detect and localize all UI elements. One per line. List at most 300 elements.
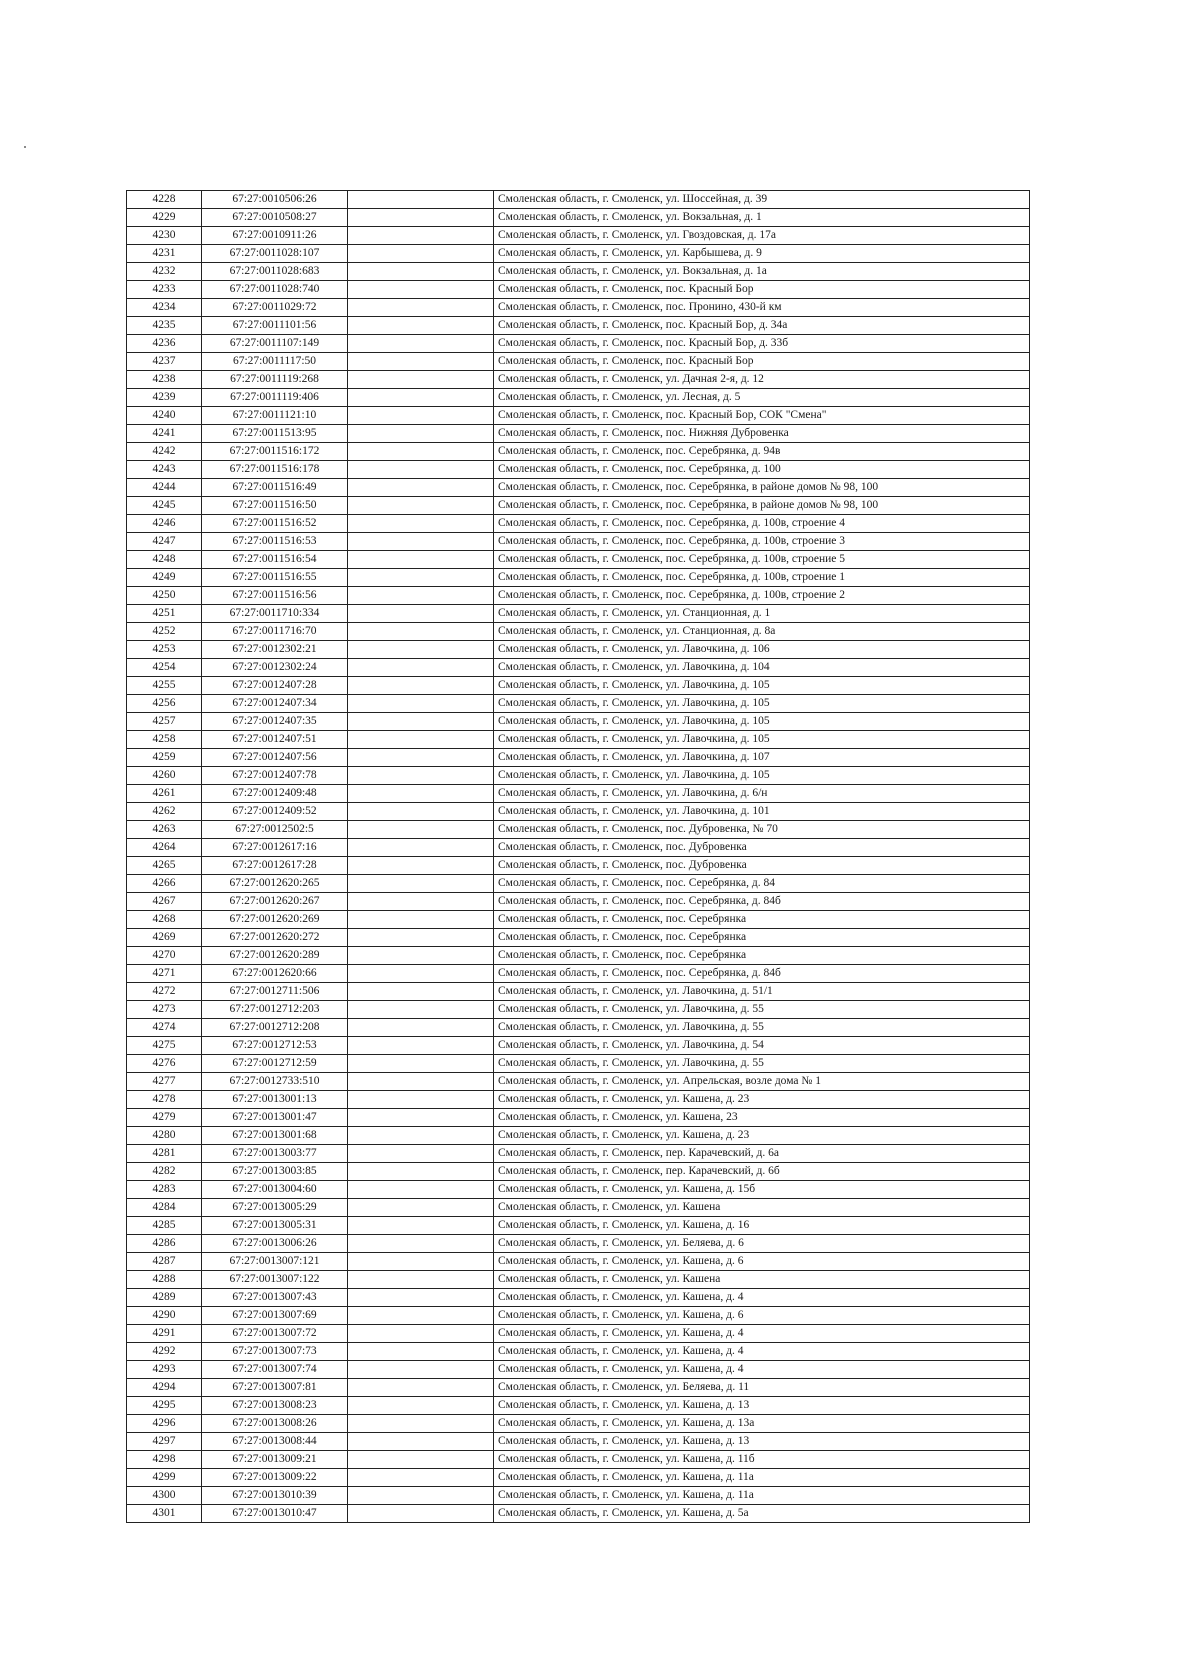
cadastral-number: 67:27:0013007:73: [202, 1343, 348, 1361]
table-row: [127, 1037, 1030, 1055]
cadastral-number: 67:27:0011716:70: [202, 623, 348, 641]
table-row: [127, 911, 1030, 929]
blank-cell: [348, 1163, 494, 1181]
table-row: [127, 1181, 1030, 1199]
cadastral-number: 67:27:0012407:56: [202, 749, 348, 767]
cadastral-number: 67:27:0012302:24: [202, 659, 348, 677]
row-number: 4260: [127, 767, 202, 785]
address: Смоленская область, г. Смоленск, пос. Пронино, 430-й км: [494, 299, 1030, 317]
address: Смоленская область, г. Смоленск, ул. Лавочкина, д. 51/1: [494, 983, 1030, 1001]
blank-cell: [348, 875, 494, 893]
cadastral-number: 67:27:0011513:95: [202, 425, 348, 443]
row-number: 4281: [127, 1145, 202, 1163]
table-row: [127, 1127, 1030, 1145]
blank-cell: [348, 1397, 494, 1415]
table-row: [127, 1379, 1030, 1397]
row-number: 4252: [127, 623, 202, 641]
blank-cell: [348, 245, 494, 263]
address: Смоленская область, г. Смоленск, ул. Лавочкина, д. 6/н: [494, 785, 1030, 803]
address: Смоленская область, г. Смоленск, ул. Кашена, д. 5а: [494, 1505, 1030, 1523]
cadastral-number: 67:27:0012407:51: [202, 731, 348, 749]
registry-table-body: [127, 191, 1030, 1523]
row-number: 4277: [127, 1073, 202, 1091]
blank-cell: [348, 389, 494, 407]
cadastral-number: 67:27:0013006:26: [202, 1235, 348, 1253]
cadastral-number: 67:27:0011516:53: [202, 533, 348, 551]
blank-cell: [348, 317, 494, 335]
row-number: 4300: [127, 1487, 202, 1505]
table-row: [127, 677, 1030, 695]
row-number: 4282: [127, 1163, 202, 1181]
address: Смоленская область, г. Смоленск, ул. Вокзальная, д. 1: [494, 209, 1030, 227]
blank-cell: [348, 227, 494, 245]
table-row: [127, 1235, 1030, 1253]
address: Смоленская область, г. Смоленск, ул. Кашена: [494, 1271, 1030, 1289]
cadastral-number: 67:27:0011516:49: [202, 479, 348, 497]
blank-cell: [348, 1343, 494, 1361]
row-number: 4238: [127, 371, 202, 389]
row-number: 4278: [127, 1091, 202, 1109]
cadastral-number: 67:27:0013001:13: [202, 1091, 348, 1109]
blank-cell: [348, 371, 494, 389]
row-number: 4233: [127, 281, 202, 299]
address: Смоленская область, г. Смоленск, пос. Серебрянка, д. 100: [494, 461, 1030, 479]
cadastral-number: 67:27:0013007:121: [202, 1253, 348, 1271]
address: Смоленская область, г. Смоленск, пос. Серебрянка, д. 94в: [494, 443, 1030, 461]
cadastral-number: 67:27:0013003:77: [202, 1145, 348, 1163]
blank-cell: [348, 281, 494, 299]
cadastral-number: 67:27:0013001:68: [202, 1127, 348, 1145]
table-row: [127, 1361, 1030, 1379]
row-number: 4246: [127, 515, 202, 533]
table-row: [127, 1091, 1030, 1109]
address: Смоленская область, г. Смоленск, ул. Станционная, д. 1: [494, 605, 1030, 623]
address: Смоленская область, г. Смоленск, ул. Кашена, д. 23: [494, 1091, 1030, 1109]
address: Смоленская область, г. Смоленск, ул. Лавочкина, д. 105: [494, 731, 1030, 749]
blank-cell: [348, 605, 494, 623]
blank-cell: [348, 353, 494, 371]
blank-cell: [348, 893, 494, 911]
table-row: [127, 731, 1030, 749]
row-number: 4241: [127, 425, 202, 443]
blank-cell: [348, 1271, 494, 1289]
cadastral-number: 67:27:0012620:265: [202, 875, 348, 893]
table-row: [127, 785, 1030, 803]
blank-cell: [348, 839, 494, 857]
table-row: [127, 983, 1030, 1001]
blank-cell: [348, 335, 494, 353]
table-row: [127, 821, 1030, 839]
address: Смоленская область, г. Смоленск, пос. Серебрянка, д. 84: [494, 875, 1030, 893]
blank-cell: [348, 497, 494, 515]
blank-cell: [348, 1307, 494, 1325]
cadastral-number: 67:27:0012712:59: [202, 1055, 348, 1073]
blank-cell: [348, 1415, 494, 1433]
table-row: [127, 299, 1030, 317]
blank-cell: [348, 695, 494, 713]
row-number: 4298: [127, 1451, 202, 1469]
cadastral-number: 67:27:0012620:269: [202, 911, 348, 929]
address: Смоленская область, г. Смоленск, ул. Лавочкина, д. 106: [494, 641, 1030, 659]
table-row: [127, 443, 1030, 461]
cadastral-number: 67:27:0013007:81: [202, 1379, 348, 1397]
row-number: 4251: [127, 605, 202, 623]
address: Смоленская область, г. Смоленск, пос. Серебрянка, в районе домов № 98, 100: [494, 497, 1030, 515]
table-row: [127, 353, 1030, 371]
property-registry-table: [126, 190, 1030, 1523]
table-row: [127, 191, 1030, 209]
cadastral-number: 67:27:0011101:56: [202, 317, 348, 335]
row-number: 4268: [127, 911, 202, 929]
address: Смоленская область, г. Смоленск, пос. Дубровенка: [494, 857, 1030, 875]
table-row: [127, 1397, 1030, 1415]
row-number: 4283: [127, 1181, 202, 1199]
address: Смоленская область, г. Смоленск, ул. Кашена, д. 4: [494, 1361, 1030, 1379]
row-number: 4262: [127, 803, 202, 821]
cadastral-number: 67:27:0012620:272: [202, 929, 348, 947]
address: Смоленская область, г. Смоленск, пос. Дубровенка, № 70: [494, 821, 1030, 839]
table-row: [127, 1289, 1030, 1307]
table-row: [127, 965, 1030, 983]
blank-cell: [348, 1505, 494, 1523]
row-number: 4272: [127, 983, 202, 1001]
row-number: 4250: [127, 587, 202, 605]
table-row: [127, 713, 1030, 731]
row-number: 4274: [127, 1019, 202, 1037]
cadastral-number: 67:27:0013004:60: [202, 1181, 348, 1199]
cadastral-number: 67:27:0013008:23: [202, 1397, 348, 1415]
table-row: [127, 371, 1030, 389]
address: Смоленская область, г. Смоленск, ул. Кашена, д. 11а: [494, 1487, 1030, 1505]
blank-cell: [348, 1199, 494, 1217]
row-number: 4244: [127, 479, 202, 497]
address: Смоленская область, г. Смоленск, пер. Карачевский, д. 6б: [494, 1163, 1030, 1181]
row-number: 4266: [127, 875, 202, 893]
row-number: 4261: [127, 785, 202, 803]
address: Смоленская область, г. Смоленск, ул. Кашена, д. 15б: [494, 1181, 1030, 1199]
blank-cell: [348, 263, 494, 281]
table-row: [127, 875, 1030, 893]
cadastral-number: 67:27:0010508:27: [202, 209, 348, 227]
blank-cell: [348, 947, 494, 965]
address: Смоленская область, г. Смоленск, ул. Лесная, д. 5: [494, 389, 1030, 407]
row-number: 4256: [127, 695, 202, 713]
cadastral-number: 67:27:0012407:78: [202, 767, 348, 785]
cadastral-number: 67:27:0011516:178: [202, 461, 348, 479]
blank-cell: [348, 1487, 494, 1505]
blank-cell: [348, 785, 494, 803]
table-row: [127, 1073, 1030, 1091]
blank-cell: [348, 677, 494, 695]
cadastral-number: 67:27:0011028:107: [202, 245, 348, 263]
cadastral-number: 67:27:0011516:54: [202, 551, 348, 569]
address: Смоленская область, г. Смоленск, ул. Вокзальная, д. 1а: [494, 263, 1030, 281]
row-number: 4254: [127, 659, 202, 677]
address: Смоленская область, г. Смоленск, ул. Гвоздовская, д. 17а: [494, 227, 1030, 245]
address: Смоленская область, г. Смоленск, ул. Кашена, 23: [494, 1109, 1030, 1127]
row-number: 4273: [127, 1001, 202, 1019]
table-row: [127, 1307, 1030, 1325]
row-number: 4290: [127, 1307, 202, 1325]
address: Смоленская область, г. Смоленск, ул. Кашена, д. 11б: [494, 1451, 1030, 1469]
table-row: [127, 1487, 1030, 1505]
cadastral-number: 67:27:0013007:122: [202, 1271, 348, 1289]
cadastral-number: 67:27:0011121:10: [202, 407, 348, 425]
blank-cell: [348, 1217, 494, 1235]
cadastral-number: 67:27:0012620:267: [202, 893, 348, 911]
row-number: 4229: [127, 209, 202, 227]
cadastral-number: 67:27:0012711:506: [202, 983, 348, 1001]
row-number: 4248: [127, 551, 202, 569]
row-number: 4234: [127, 299, 202, 317]
cadastral-number: 67:27:0012409:48: [202, 785, 348, 803]
row-number: 4295: [127, 1397, 202, 1415]
table-row: [127, 533, 1030, 551]
row-number: 4271: [127, 965, 202, 983]
row-number: 4287: [127, 1253, 202, 1271]
address: Смоленская область, г. Смоленск, пос. Красный Бор, д. 34а: [494, 317, 1030, 335]
table-row: [127, 893, 1030, 911]
cadastral-number: 67:27:0012712:53: [202, 1037, 348, 1055]
blank-cell: [348, 461, 494, 479]
table-row: [127, 281, 1030, 299]
table-row: [127, 1415, 1030, 1433]
table-row: [127, 497, 1030, 515]
row-number: 4291: [127, 1325, 202, 1343]
cadastral-number: 67:27:0012620:66: [202, 965, 348, 983]
cadastral-number: 67:27:0012733:510: [202, 1073, 348, 1091]
cadastral-number: 67:27:0012302:21: [202, 641, 348, 659]
address: Смоленская область, г. Смоленск, ул. Дачная 2-я, д. 12: [494, 371, 1030, 389]
row-number: 4249: [127, 569, 202, 587]
address: Смоленская область, г. Смоленск, ул. Лавочкина, д. 101: [494, 803, 1030, 821]
table-row: [127, 1505, 1030, 1523]
cadastral-number: 67:27:0013008:44: [202, 1433, 348, 1451]
row-number: 4237: [127, 353, 202, 371]
table-row: [127, 695, 1030, 713]
table-row: [127, 857, 1030, 875]
cadastral-number: 67:27:0011119:268: [202, 371, 348, 389]
address: Смоленская область, г. Смоленск, пос. Серебрянка, д. 100в, строение 5: [494, 551, 1030, 569]
row-number: 4299: [127, 1469, 202, 1487]
cadastral-number: 67:27:0013005:29: [202, 1199, 348, 1217]
cadastral-number: 67:27:0013001:47: [202, 1109, 348, 1127]
address: Смоленская область, г. Смоленск, пос. Серебрянка, в районе домов № 98, 100: [494, 479, 1030, 497]
row-number: 4301: [127, 1505, 202, 1523]
blank-cell: [348, 965, 494, 983]
table-row: [127, 1343, 1030, 1361]
address: Смоленская область, г. Смоленск, пос. Серебрянка, д. 100в, строение 3: [494, 533, 1030, 551]
address: Смоленская область, г. Смоленск, пос. Дубровенка: [494, 839, 1030, 857]
address: Смоленская область, г. Смоленск, ул. Кашена, д. 6: [494, 1253, 1030, 1271]
cadastral-number: 67:27:0011119:406: [202, 389, 348, 407]
address: Смоленская область, г. Смоленск, пос. Серебрянка, д. 84б: [494, 965, 1030, 983]
address: Смоленская область, г. Смоленск, ул. Лавочкина, д. 105: [494, 767, 1030, 785]
blank-cell: [348, 1019, 494, 1037]
row-number: 4265: [127, 857, 202, 875]
address: Смоленская область, г. Смоленск, пос. Серебрянка: [494, 911, 1030, 929]
row-number: 4294: [127, 1379, 202, 1397]
cadastral-number: 67:27:0013007:74: [202, 1361, 348, 1379]
blank-cell: [348, 749, 494, 767]
table-row: [127, 1055, 1030, 1073]
address: Смоленская область, г. Смоленск, пос. Красный Бор: [494, 353, 1030, 371]
blank-cell: [348, 1055, 494, 1073]
table-row: [127, 767, 1030, 785]
cadastral-number: 67:27:0013009:22: [202, 1469, 348, 1487]
blank-cell: [348, 1325, 494, 1343]
row-number: 4288: [127, 1271, 202, 1289]
cadastral-number: 67:27:0011107:149: [202, 335, 348, 353]
table-row: [127, 1469, 1030, 1487]
table-row: [127, 389, 1030, 407]
cadastral-number: 67:27:0012617:28: [202, 857, 348, 875]
table-row: [127, 515, 1030, 533]
cadastral-number: 67:27:0012407:35: [202, 713, 348, 731]
address: Смоленская область, г. Смоленск, ул. Апрельская, возле дома № 1: [494, 1073, 1030, 1091]
address: Смоленская область, г. Смоленск, ул. Лавочкина, д. 55: [494, 1001, 1030, 1019]
address: Смоленская область, г. Смоленск, ул. Лавочкина, д. 104: [494, 659, 1030, 677]
blank-cell: [348, 767, 494, 785]
cadastral-number: 67:27:0010506:26: [202, 191, 348, 209]
table-row: [127, 209, 1030, 227]
table-row: [127, 1217, 1030, 1235]
table-row: [127, 425, 1030, 443]
cadastral-number: 67:27:0012712:208: [202, 1019, 348, 1037]
cadastral-number: 67:27:0012407:34: [202, 695, 348, 713]
blank-cell: [348, 1361, 494, 1379]
row-number: 4276: [127, 1055, 202, 1073]
blank-cell: [348, 569, 494, 587]
table-row: [127, 479, 1030, 497]
row-number: 4247: [127, 533, 202, 551]
address: Смоленская область, г. Смоленск, ул. Карбышева, д. 9: [494, 245, 1030, 263]
row-number: 4240: [127, 407, 202, 425]
row-number: 4259: [127, 749, 202, 767]
address: Смоленская область, г. Смоленск, ул. Кашена, д. 6: [494, 1307, 1030, 1325]
cadastral-number: 67:27:0013007:69: [202, 1307, 348, 1325]
address: Смоленская область, г. Смоленск, пос. Красный Бор, д. 33б: [494, 335, 1030, 353]
row-number: 4297: [127, 1433, 202, 1451]
address: Смоленская область, г. Смоленск, пос. Серебрянка: [494, 947, 1030, 965]
address: Смоленская область, г. Смоленск, ул. Кашена: [494, 1199, 1030, 1217]
scan-speck: [24, 146, 26, 148]
table-row: [127, 803, 1030, 821]
cadastral-number: 67:27:0012502:5: [202, 821, 348, 839]
address: Смоленская область, г. Смоленск, пер. Карачевский, д. 6а: [494, 1145, 1030, 1163]
row-number: 4264: [127, 839, 202, 857]
cadastral-number: 67:27:0011516:55: [202, 569, 348, 587]
address: Смоленская область, г. Смоленск, ул. Лавочкина, д. 105: [494, 677, 1030, 695]
blank-cell: [348, 1235, 494, 1253]
blank-cell: [348, 587, 494, 605]
blank-cell: [348, 641, 494, 659]
row-number: 4275: [127, 1037, 202, 1055]
row-number: 4236: [127, 335, 202, 353]
table-row: [127, 749, 1030, 767]
blank-cell: [348, 407, 494, 425]
row-number: 4257: [127, 713, 202, 731]
address: Смоленская область, г. Смоленск, пос. Красный Бор, СОК "Смена": [494, 407, 1030, 425]
blank-cell: [348, 983, 494, 1001]
address: Смоленская область, г. Смоленск, ул. Кашена, д. 4: [494, 1343, 1030, 1361]
cadastral-number: 67:27:0012620:289: [202, 947, 348, 965]
table-row: [127, 1199, 1030, 1217]
blank-cell: [348, 929, 494, 947]
table-row: [127, 1109, 1030, 1127]
table-row: [127, 1433, 1030, 1451]
blank-cell: [348, 443, 494, 461]
address: Смоленская область, г. Смоленск, ул. Кашена, д. 4: [494, 1289, 1030, 1307]
blank-cell: [348, 299, 494, 317]
address: Смоленская область, г. Смоленск, ул. Беляева, д. 6: [494, 1235, 1030, 1253]
cadastral-number: 67:27:0010911:26: [202, 227, 348, 245]
cadastral-number: 67:27:0011028:683: [202, 263, 348, 281]
row-number: 4270: [127, 947, 202, 965]
table-row: [127, 947, 1030, 965]
table-row: [127, 569, 1030, 587]
cadastral-number: 67:27:0012409:52: [202, 803, 348, 821]
blank-cell: [348, 731, 494, 749]
cadastral-number: 67:27:0013007:72: [202, 1325, 348, 1343]
address: Смоленская область, г. Смоленск, ул. Лавочкина, д. 54: [494, 1037, 1030, 1055]
address: Смоленская область, г. Смоленск, ул. Лавочкина, д. 107: [494, 749, 1030, 767]
table-row: [127, 623, 1030, 641]
row-number: 4239: [127, 389, 202, 407]
table-row: [127, 641, 1030, 659]
address: Смоленская область, г. Смоленск, ул. Кашена, д. 11а: [494, 1469, 1030, 1487]
blank-cell: [348, 1073, 494, 1091]
blank-cell: [348, 1379, 494, 1397]
row-number: 4289: [127, 1289, 202, 1307]
cadastral-number: 67:27:0011516:52: [202, 515, 348, 533]
table-row: [127, 461, 1030, 479]
row-number: 4243: [127, 461, 202, 479]
address: Смоленская область, г. Смоленск, ул. Лавочкина, д. 105: [494, 695, 1030, 713]
blank-cell: [348, 191, 494, 209]
blank-cell: [348, 1253, 494, 1271]
blank-cell: [348, 857, 494, 875]
address: Смоленская область, г. Смоленск, пос. Серебрянка, д. 84б: [494, 893, 1030, 911]
cadastral-number: 67:27:0013010:47: [202, 1505, 348, 1523]
address: Смоленская область, г. Смоленск, пос. Нижняя Дубровенка: [494, 425, 1030, 443]
table-row: [127, 551, 1030, 569]
table-row: [127, 335, 1030, 353]
table-row: [127, 227, 1030, 245]
row-number: 4279: [127, 1109, 202, 1127]
row-number: 4284: [127, 1199, 202, 1217]
row-number: 4267: [127, 893, 202, 911]
blank-cell: [348, 623, 494, 641]
cadastral-number: 67:27:0012712:203: [202, 1001, 348, 1019]
row-number: 4255: [127, 677, 202, 695]
address: Смоленская область, г. Смоленск, ул. Станционная, д. 8а: [494, 623, 1030, 641]
blank-cell: [348, 1091, 494, 1109]
row-number: 4269: [127, 929, 202, 947]
address: Смоленская область, г. Смоленск, пос. Серебрянка, д. 100в, строение 2: [494, 587, 1030, 605]
table-row: [127, 839, 1030, 857]
blank-cell: [348, 1289, 494, 1307]
blank-cell: [348, 821, 494, 839]
address: Смоленская область, г. Смоленск, ул. Шоссейная, д. 39: [494, 191, 1030, 209]
blank-cell: [348, 425, 494, 443]
row-number: 4293: [127, 1361, 202, 1379]
table-row: [127, 1145, 1030, 1163]
blank-cell: [348, 209, 494, 227]
cadastral-number: 67:27:0011029:72: [202, 299, 348, 317]
table-row: [127, 1451, 1030, 1469]
blank-cell: [348, 533, 494, 551]
